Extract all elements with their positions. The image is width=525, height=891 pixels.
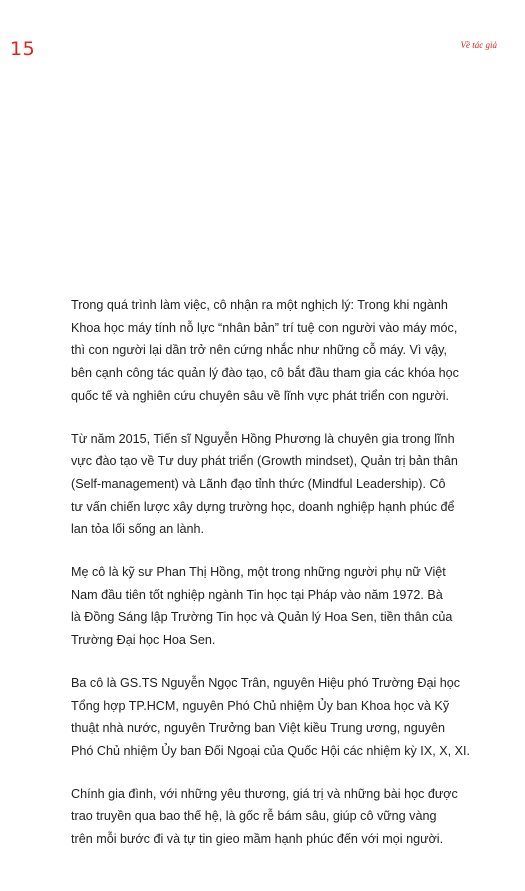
paragraph	[71, 561, 501, 652]
text-line: tư vấn chiến lược xây dựng trường học, doanh nghiệp hạnh phúc để	[71, 499, 455, 514]
body-text	[71, 294, 501, 871]
text-line: thì con người lại dần trở nên cứng nhắc như những cỗ máy. Vì vậy,	[71, 343, 448, 358]
page-number: 15	[10, 38, 36, 60]
text-line: Phó Chủ nhiệm Ủy ban Đối Ngoại của Quốc Hội các nhiệm kỳ IX, X, XI.	[71, 743, 470, 758]
running-header: Về tác giả	[460, 40, 497, 50]
text-line: Nam đầu tiên tốt nghiệp ngành Tin học tại Pháp vào năm 1972. Bà	[71, 587, 443, 602]
paragraph	[71, 294, 501, 408]
text-line: Mẹ cô là kỹ sư Phan Thị Hồng, một trong những người phụ nữ Việt	[71, 565, 446, 580]
text-line: Khoa học máy tính nỗ lực “nhân bản” trí tuệ con người vào máy móc,	[71, 320, 458, 335]
text-line: Chính gia đình, với những yêu thương, giá trị và những bài học được	[71, 786, 458, 801]
paragraph	[71, 783, 501, 851]
text-line: trao truyền qua bao thế hệ, là gốc rễ bám sâu, giúp cô vững vàng	[71, 809, 437, 824]
text-line: Trường Đại học Hoa Sen.	[71, 633, 216, 648]
text-line: thuật nhà nước, nguyên Trưởng ban Việt kiều Trung ương, nguyên	[71, 721, 446, 736]
text-line: Trong quá trình làm việc, cô nhận ra một nghịch lý: Trong khi ngành	[71, 298, 448, 312]
text-line: Tổng hợp TP.HCM, nguyên Phó Chủ nhiệm Ủy ban Khoa học và Kỹ	[71, 698, 450, 713]
text-line: trên mỗi bước đi và tự tin gieo mầm hạnh phúc đến với mọi người.	[71, 832, 444, 847]
text-line: quốc tế và nghiên cứu chuyên sâu về lĩnh vực phát triển con người.	[71, 388, 450, 403]
paragraph	[71, 672, 501, 763]
paragraph	[71, 428, 501, 542]
text-line: vực đào tạo về Tư duy phát triển (Growth mindset), Quản trị bản thân	[71, 454, 458, 469]
text-line: lan tỏa lối sống an lành.	[71, 522, 205, 537]
text-line: (Self-management) và Lãnh đạo tỉnh thức (Mindful Leadership). Cô	[71, 476, 446, 491]
text-line: Từ năm 2015, Tiến sĩ Nguyễn Hồng Phương là chuyên gia trong lĩnh	[71, 431, 455, 446]
text-line: Ba cô là GS.TS Nguyễn Ngọc Trân, nguyên Hiệu phó Trường Đại học	[71, 675, 461, 690]
text-line: là Đồng Sáng lập Trường Tin học và Quản lý Hoa Sen, tiền thân của	[71, 610, 453, 625]
text-line: bên cạnh công tác quản lý đào tạo, cô bắt đầu tham gia các khóa học	[71, 366, 459, 381]
